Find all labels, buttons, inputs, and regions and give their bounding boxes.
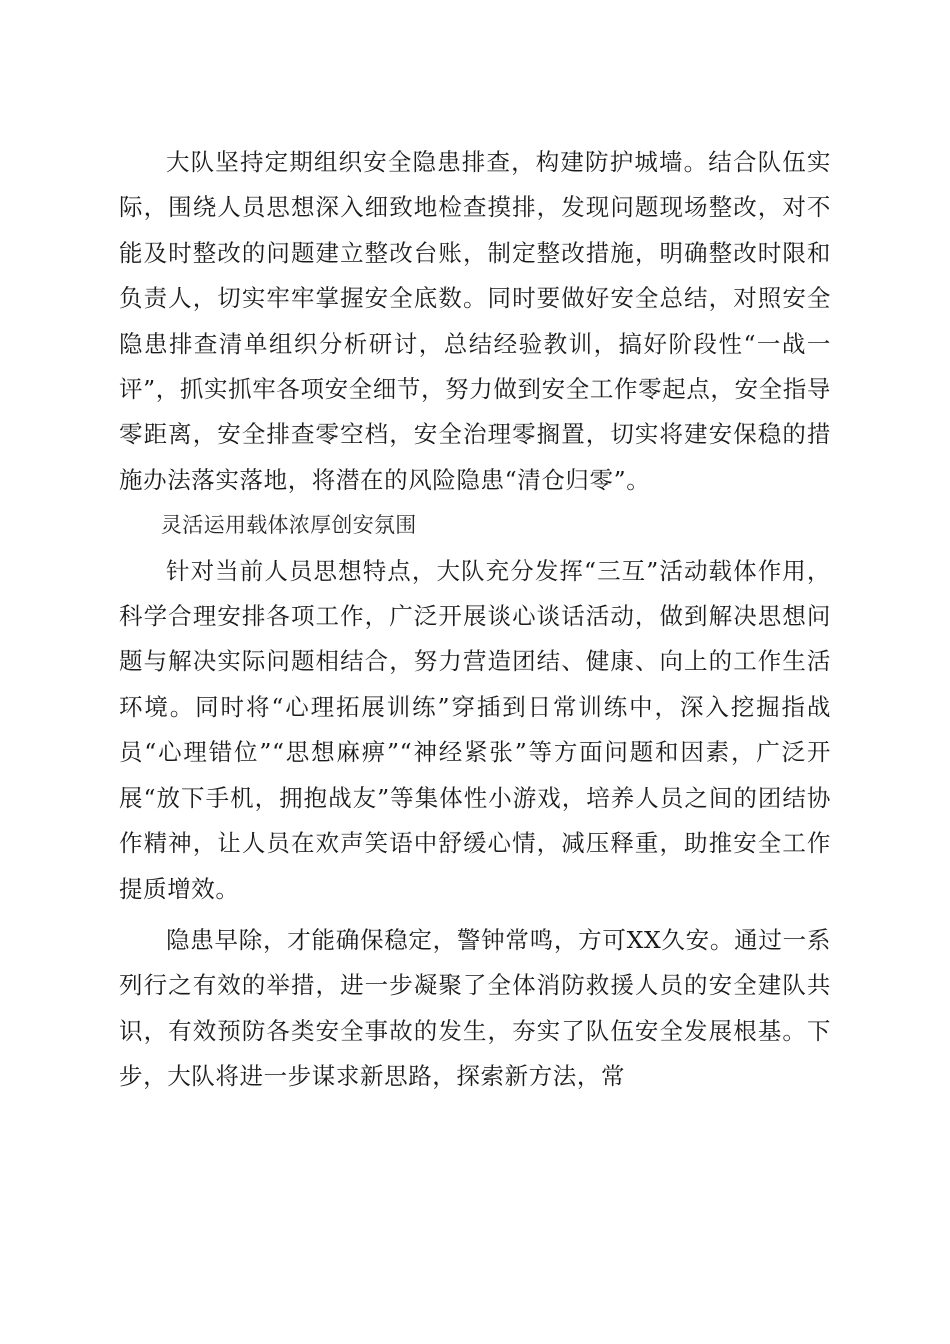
paragraph-carrier-activities: 针对当前人员思想特点，大队充分发挥“三互”活动载体作用，科学合理安排各项工作，广泛开展谈心谈话活动，做到解决思想问题与解决实际问题相结合，努力营造团结、健康、向上的工作生活环境。同时将“心理拓展训练”穿插到日常训练中，深入挖掘指战员“心理错位”“思想麻痹”“神经紧张”等方面问题和因素，广泛开展“放下手机，拥抱战友”等集体性小游戏，培养人员之间的团结协作精神，让人员在欢声笑语中舒缓心情，减压释重，助推安全工作提质增效。 <box>119 556 831 903</box>
section-heading: 灵活运用载体浓厚创安氛围 <box>161 513 417 538</box>
paragraph-conclusion: 隐患早除，才能确保稳定，警钟常鸣，方可XX久安。通过一系列行之有效的举措，进一步凝聚了全体消防救援人员的安全建队共识，有效预防各类安全事故的发生，夯实了队伍安全发展根基。下步，大队将进一步谋求新思路，探索新方法，常 <box>119 925 831 1091</box>
document-page <box>119 140 831 1100</box>
paragraph-safety-inspection: 大队坚持定期组织安全隐患排查，构建防护城墙。结合队伍实际，围绕人员思想深入细致地检查摸排，发现问题现场整改，对不能及时整改的问题建立整改台账，制定整改措施，明确整改时限和负责人，切实牢牢掌握安全底数。同时要做好安全总结，对照安全隐患排查清单组织分析研讨，总结经验教训，搞好阶段性“一战一评”，抓实抓牢各项安全细节，努力做到安全工作零起点，安全指导零距离，安全排查零空档，安全治理零搁置，切实将建安保稳的措施办法落实落地，将潜在的风险隐患“清仓归零”。 <box>119 148 831 494</box>
